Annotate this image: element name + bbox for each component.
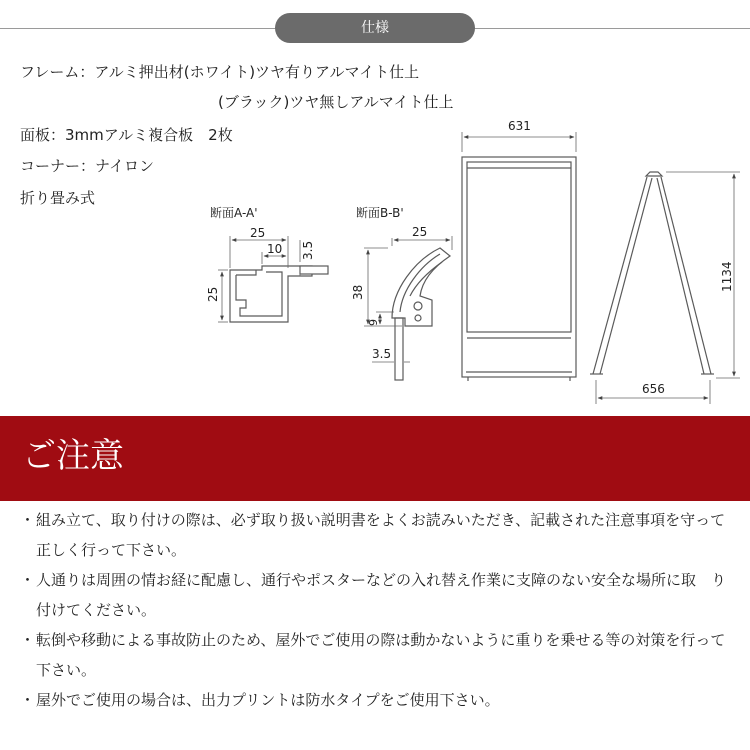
section-a-dim-height: 25 [206,286,220,302]
notice-bullet: ・ [20,631,36,649]
section-b-dim-slot: 9 [367,319,380,326]
section-b-dim-thickness: 3.5 [372,347,392,361]
section-a-title: 断面A-A' [210,206,258,220]
notice-item-text: 屋外でご使用の場合は、出力プリントは防水タイプをご使用下さい。 [36,691,500,709]
spec-frame-black: (ブラック)ツヤ無しアルマイト仕上 [218,93,454,111]
notice-item [20,565,735,625]
notice-item [20,625,735,685]
spec-header: 仕様 [275,13,475,43]
spec-frame-white: フレーム：アルミ押出材(ホワイト)ツヤ有りアルマイト仕上 [20,63,420,81]
spec-folding: 折り畳み式 [20,189,96,207]
notice-item [20,685,735,715]
section-b-dim-height: 38 [351,284,365,300]
section-a-drawing [206,205,328,322]
spec-panel: 面板：3mmアルミ複合板 2枚 [20,126,233,144]
front-view-drawing [462,119,576,381]
side-dim-base: 656 [642,382,665,396]
notice-item-text: 転倒や移動による事故防止のため、屋外でご使用の際は動かないように重りを乗せる等の対策を行って下さい。 [36,631,726,679]
notice-bullet: ・ [20,511,36,529]
section-a-dim-inner: 10 [267,242,283,256]
section-b-drawing [351,205,452,380]
section-b-dim-width: 25 [412,225,428,239]
section-b-profile [392,248,450,380]
notice-item [20,505,735,565]
section-b-title: 断面B-B' [356,206,404,220]
side-view-drawing [590,172,740,404]
notice-banner [0,416,750,501]
side-dim-height: 1134 [720,261,734,292]
notice-item-text: 人通りは周囲の情お経に配慮し、通行やポスターなどの入れ替え作業に支障のない安全な場所に取 り付けてください。 [36,571,727,619]
section-a-dim-thickness: 3.5 [301,240,315,260]
spec-corner: コーナー：ナイロン [20,157,154,175]
section-a-dim-width: 25 [250,226,266,240]
front-dim-width: 631 [508,119,531,133]
notice-item-text: 組み立て、取り付けの際は、必ず取り扱い説明書をよくお読みいただき、記載された注意事項を守って正しく行って下さい。 [36,511,726,559]
notice-bullet: ・ [20,571,36,589]
notice-bullet: ・ [20,691,36,709]
section-a-profile [230,266,328,322]
notice-title: ご注意 [22,436,124,476]
